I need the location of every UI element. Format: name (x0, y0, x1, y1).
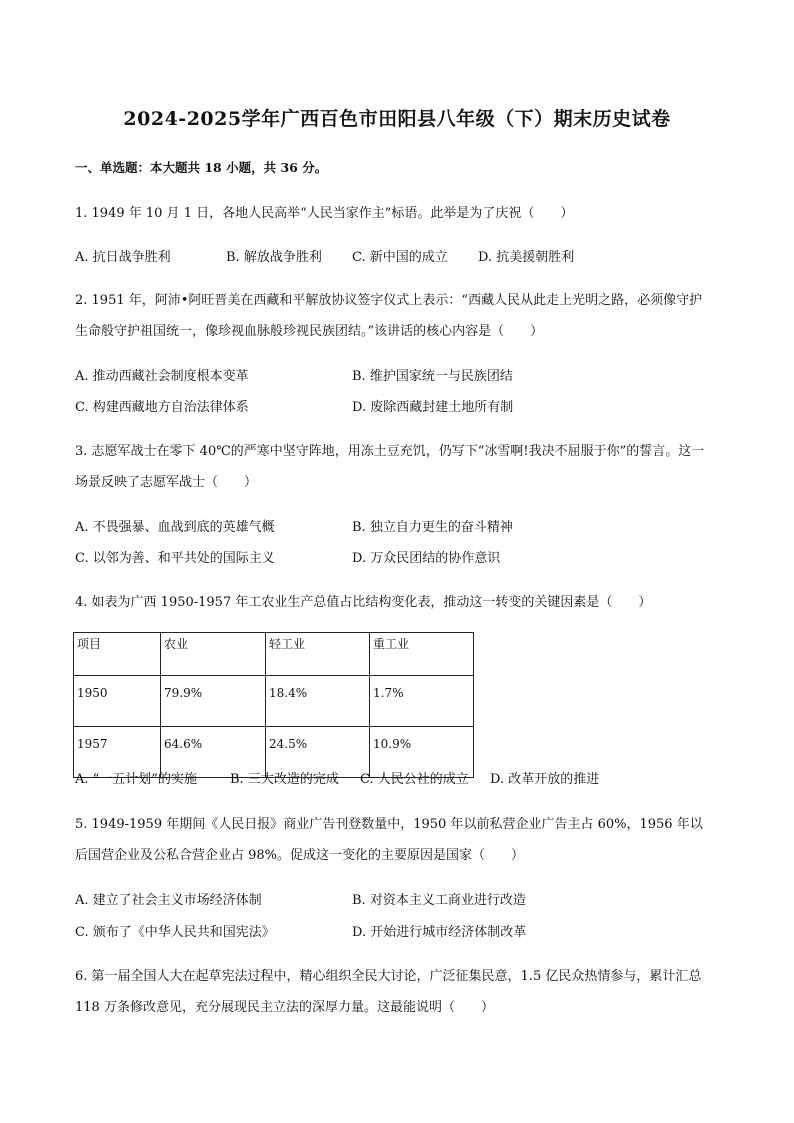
table-header-cell: 项目 (74, 633, 161, 676)
q2-option-a: A. 推动西藏社会制度根本变革 (75, 369, 249, 384)
question-6-stem: 6. 第一届全国人大在起草宪法过程中，精心组织全民大讨论，广泛征集民意，1.5 亿民众热情参与，累计汇总 118 万条修改意见，充分展现民主立法的深厚力量。这最能说明（ ） (75, 969, 702, 1015)
table-row (74, 676, 474, 727)
table-cell: 18.4% (266, 676, 370, 727)
q1-option-c: C. 新中国的成立 (352, 250, 448, 265)
q4-option-a: A. “一五计划”的实施 (75, 772, 197, 787)
q4-option-c: C. 人民公社的成立 (360, 772, 469, 787)
question-5-stem: 5. 1949-1959 年期间《人民日报》商业广告刊登数量中，1950 年以前私营企业广告主占 60%，1956 年以后国营企业及公私合营企业占 98%。促成这一变化的主要原因是国家（ ） (75, 817, 703, 863)
q4-option-d: D. 改革开放的推进 (490, 772, 600, 787)
table-header-cell: 农业 (161, 633, 266, 676)
q2-option-d: D. 废除西藏封建土地所有制 (352, 400, 514, 415)
q5-option-d: D. 开始进行城市经济体制改革 (352, 925, 527, 940)
table-cell: 1950 (74, 676, 161, 727)
q4-option-b: B. 三大改造的完成 (230, 772, 339, 787)
section-heading: 一、单选题：本大题共 18 小题，共 36 分。 (75, 160, 328, 175)
table-cell: 10.9% (370, 727, 474, 778)
question-4-stem: 4. 如表为广西 1950-1957 年工农业生产总值占比结构变化表，推动这一转变的关键因素是（ ） (75, 595, 652, 610)
q5-option-c: C. 颁布了《中华人民共和国宪法》 (75, 925, 275, 940)
table-header-row (74, 633, 474, 676)
q1-option-a: A. 抗日战争胜利 (75, 250, 171, 265)
q3-option-a: A. 不畏强暴、血战到底的英雄气概 (75, 520, 275, 535)
table-header-cell: 轻工业 (266, 633, 370, 676)
table-header-cell: 重工业 (370, 633, 474, 676)
question-2-stem: 2. 1951 年，阿沛•阿旺晋美在西藏和平解放协议签字仪式上表示：“西藏人民从此走上光明之路，必须像守护生命般守护祖国统一，像珍视血脉般珍视民族团结。”该讲话的核心内容是（ ） (75, 293, 703, 339)
table-cell: 1957 (74, 727, 161, 778)
exam-title: 2024-2025学年广西百色市田阳县八年级（下）期末历史试卷 (123, 108, 671, 130)
data-table (73, 632, 474, 778)
q5-option-a: A. 建立了社会主义市场经济体制 (75, 893, 262, 908)
q3-option-b: B. 独立自力更生的奋斗精神 (352, 520, 513, 535)
question-1-stem: 1. 1949 年 10 月 1 日，各地人民高举“人民当家作主”标语。此举是为了庆祝（ ） (75, 206, 574, 221)
table-cell: 79.9% (161, 676, 266, 727)
table-cell: 24.5% (266, 727, 370, 778)
table-cell: 64.6% (161, 727, 266, 778)
q1-option-d: D. 抗美援朝胜利 (478, 250, 575, 265)
q5-option-b: B. 对资本主义工商业进行改造 (352, 893, 526, 908)
q2-option-c: C. 构建西藏地方自治法律体系 (75, 400, 249, 415)
q2-option-b: B. 维护国家统一与民族团结 (352, 369, 513, 384)
q3-option-c: C. 以邻为善、和平共处的国际主义 (75, 551, 275, 566)
table-row (74, 727, 474, 778)
q1-option-b: B. 解放战争胜利 (226, 250, 322, 265)
table-cell: 1.7% (370, 676, 474, 727)
q3-option-d: D. 万众民团结的协作意识 (352, 551, 501, 566)
question-3-stem: 3. 志愿军战士在零下 40℃的严寒中坚守阵地，用冻土豆充饥，仍写下“冰雪啊!我决不屈服于你”的誓言。这一场景反映了志愿军战士（ ） (75, 444, 705, 490)
